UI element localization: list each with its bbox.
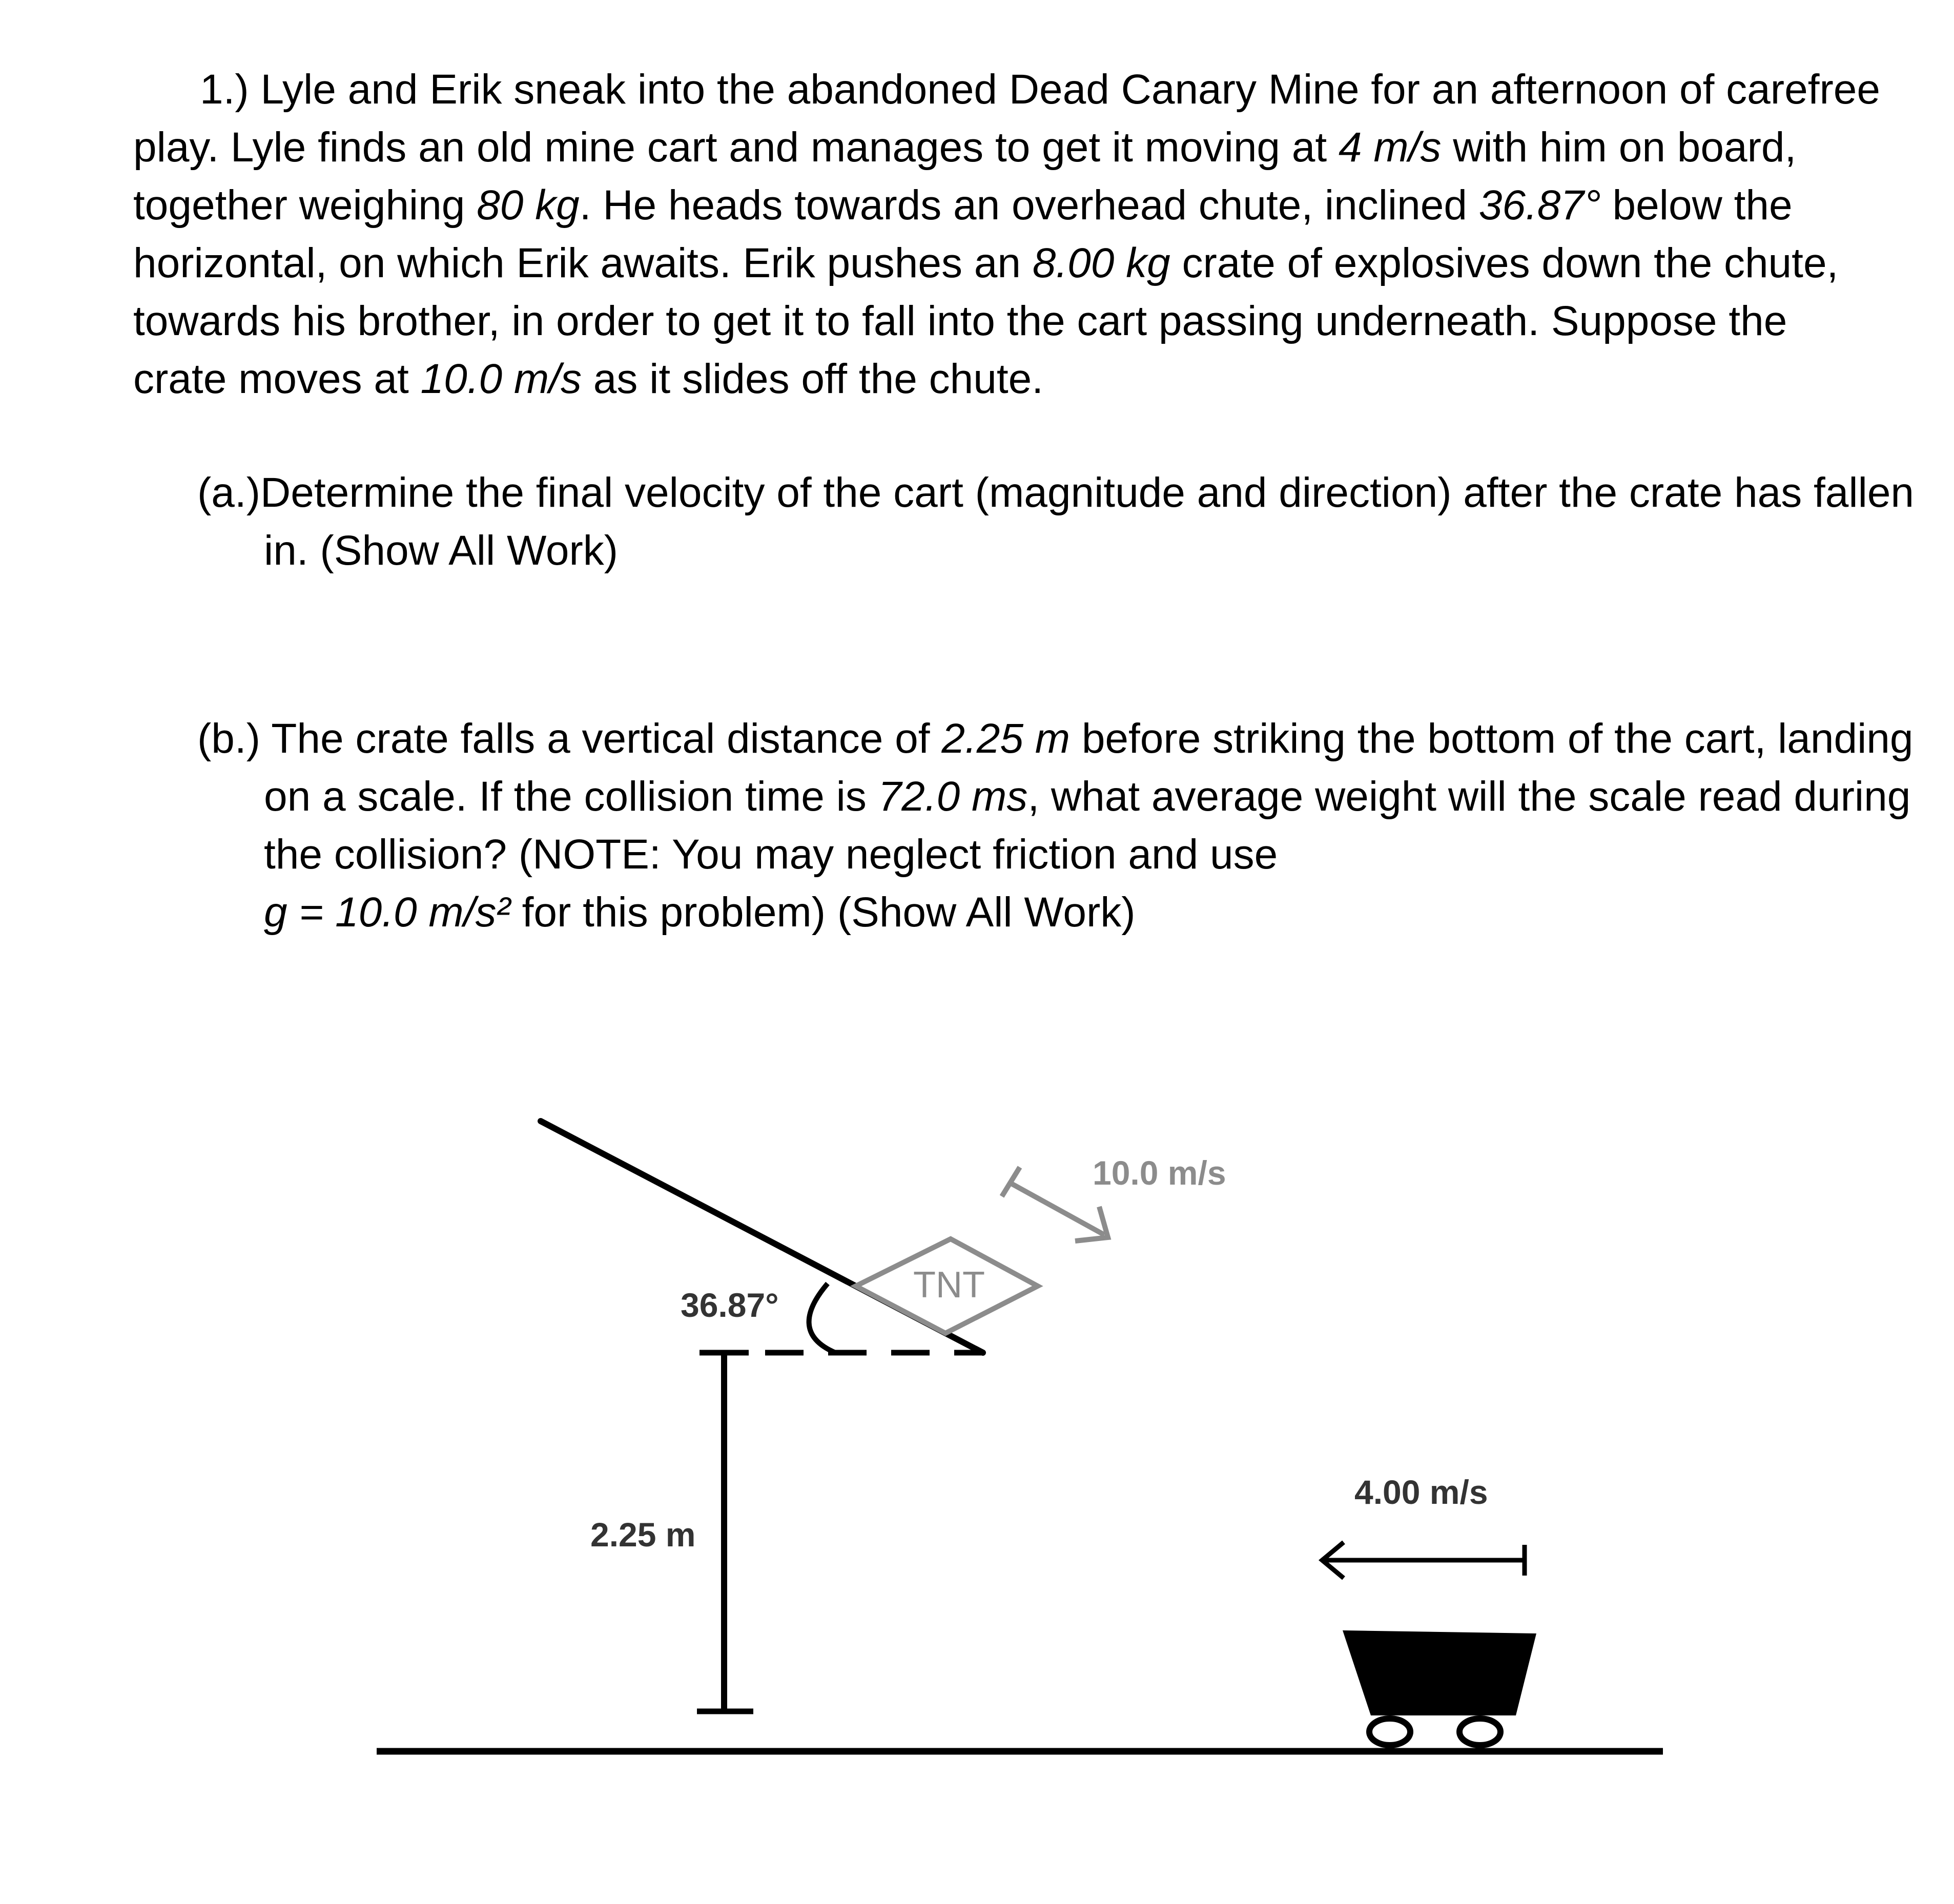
gravity-value: g = 10.0 m/s² (264, 889, 510, 936)
problem-text: . He heads towards an overhead chute, inclined (579, 182, 1479, 229)
part-b-text: for this problem) (Show All Work) (510, 889, 1136, 936)
mine-cart-body (1343, 1630, 1536, 1715)
part-b-text: (b.) The crate falls a vertical distance of (197, 715, 942, 762)
crate-speed-value: 10.0 m/s (420, 356, 582, 402)
problem-text: 1.) Lyle and Erik sneak into the abandoned Dead Canary Mine for an afternoon of carefree play. Lyle finds an old mine cart and manages to get it moving at (133, 66, 1880, 171)
cart-mass-value: 80 kg (477, 182, 580, 229)
cart-wheel-right (1459, 1719, 1500, 1745)
crate-velocity-arrow-tail (1002, 1167, 1020, 1196)
chute-angle-value: 36.87° (1478, 182, 1601, 229)
cart-speed-value: 4 m/s (1338, 124, 1442, 171)
problem-text: with him on board, together weighing (133, 124, 1797, 229)
crate-speed-label: 10.0 m/s (1093, 1154, 1226, 1192)
angle-label: 36.87° (681, 1286, 779, 1324)
height-label: 2.25 m (590, 1516, 696, 1554)
part-a-text: (a.)Determine the final velocity of the cart (magnitude and direction) after the crate has fallen in. (Show All Work) (197, 469, 1915, 574)
collision-time-value: 72.0 ms (878, 773, 1028, 820)
angle-arc (809, 1284, 835, 1353)
crate-velocity-arrow (1010, 1183, 1104, 1235)
problem-text: as it slides off the chute. (582, 356, 1044, 402)
problem-text: crate of explosives down the chute, towards his brother, in order to get it to fall into the cart passing underneath. Suppose the crate moves at (133, 240, 1839, 402)
part-b-text: , what average weight will the scale read during the collision? (NOTE: You may neglect friction and use (264, 773, 1911, 878)
cart-speed-label: 4.00 m/s (1354, 1473, 1488, 1511)
crate-mass-value: 8.00 kg (1032, 240, 1170, 286)
part-b-text: before striking the bottom of the cart, landing on a scale. If the collision time is (264, 715, 1914, 820)
problem-text: below the horizontal, on which Erik awaits. Erik pushes an (133, 182, 1793, 286)
cart-wheel-left (1369, 1719, 1410, 1745)
crate-label: TNT (913, 1265, 985, 1306)
fall-distance-value: 2.25 m (941, 715, 1071, 762)
